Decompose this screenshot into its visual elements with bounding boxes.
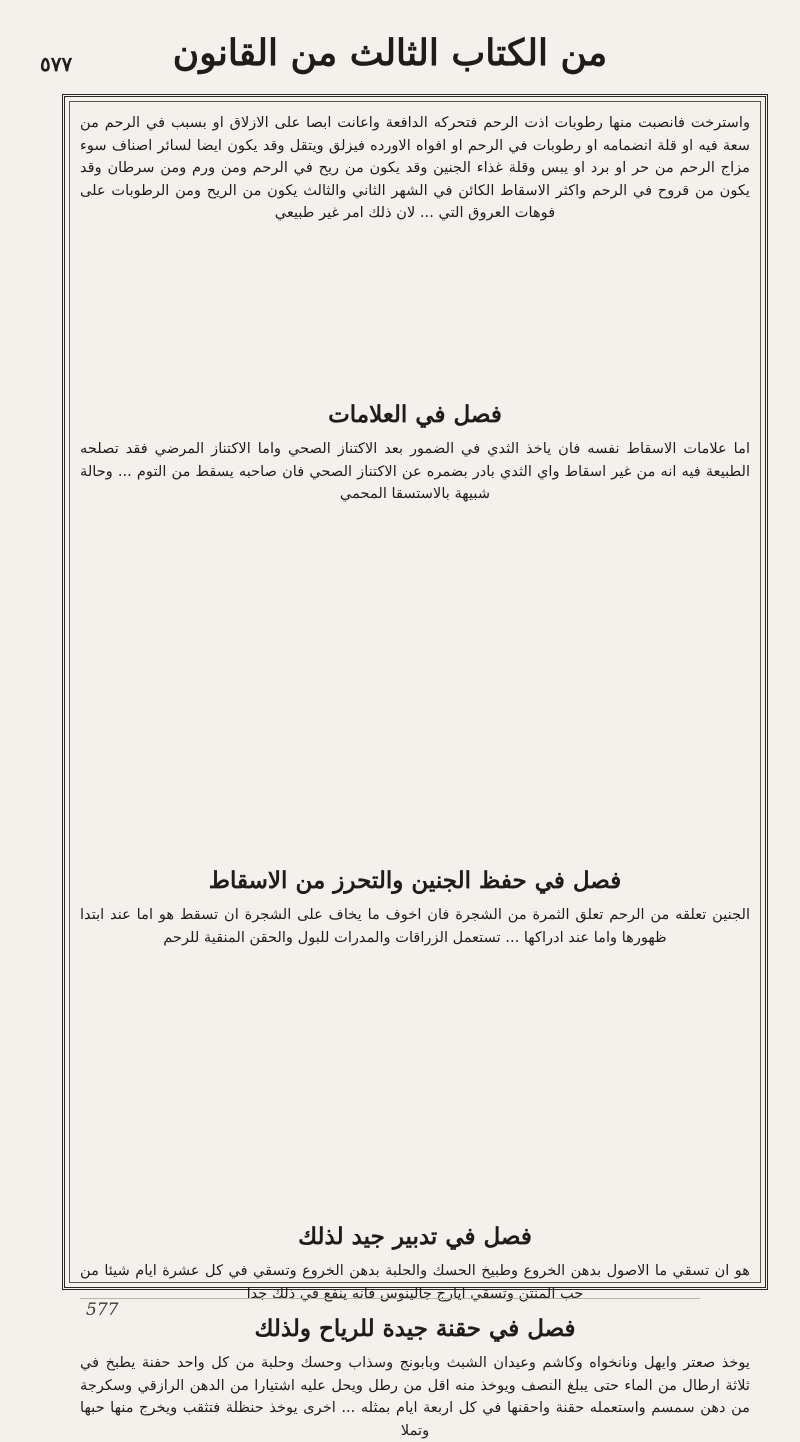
page-header [0, 0, 800, 92]
paragraph-enema: يوخذ صعتر وايهل ونانخواه وكاشم وعيدان الشبث وبابونج وسذاب وحسك وحلبة من كل واحد حفنة يطبخ في ثلاثة ارطال من الماء حتى يبلغ النصف ويوخذ منه اقل من رطل ويحل عليه اشتيارا من الدهن الرازقي وسكرجة من دهن سمسم واستعمله حقنة واحقنها في كل اربعة ايام بمثله ... اخرى يوخذ حنظلة فتثقب ويخرج منها حبها وتملا [80, 1354, 750, 1439]
paragraph-good-regimen: هو ان تسقي ما الاصول بدهن الخروع وطبيخ الحسك والحلبة بدهن الخروع وتسقي في كل عشرة ايام شيئا من حب المنتن وتسقي ايارج جالينوس فانه ينفع في ذلك جدا [80, 1262, 750, 1302]
heading-signs: فصل في العلامات [328, 401, 502, 428]
paragraph-causes: واسترخت فانصبت منها رطوبات اذت الرحم فتحركه الدافعة واعانت ابصا على الازلاق او بسبب في الرحم من سعة فيه او قلة انضمامه او رطوبات في الرحم او افواه الاورده فيزلق ويتقل وقد يكون ايضا لسائر اصناف سوء مزاج الرحم من حر او برد او يبس وقلة غذاء الجنين وقد يكون من ريح في الرحم ومن ورم ومن سرطان وقد يكون من قروح في الرحم واكثر الاسقاط الكائن في الشهر الثاني والثالث يكون من الريح ومن الرطوبات على فوهات العروق التي ... لان ذلك امر غير طبيعي [80, 114, 750, 222]
footer-rule [80, 1298, 700, 1299]
heading-good-regimen: فصل في تدبير جيد لذلك [298, 1223, 532, 1250]
page-number-arabic: ٥٧٧ [40, 52, 73, 76]
heading-enema: فصل في حقنة جيدة للرياح ولذلك [254, 1315, 576, 1342]
paragraph-preservation: الجنين تعلقه من الرحم تعلق الثمرة من الشجرة فان اخوف ما يخاف على الشجرة ان تسقط هو اما عند ابتدا ظهورها واما عند ادراكها ... تستعمل الزراقات والمدرات للبول والحقن المنقية للرحم [80, 906, 750, 946]
heading-preservation: فصل في حفظ الجنين والتحرز من الاسقاط [208, 867, 622, 894]
paragraph-signs: اما علامات الاسقاط نفسه فان ياخذ الثدي في الضمور بعد الاكتناز الصحي واما الاكتناز المرضي فقد تصلحه الطبيعة فيه انه من غير اسقاط واي الثدي بادر بضمره عن الاكتناز الصحي فان صاحبه يسقط من التوم ... وحالة شبيهة بالاستسقا المحمي [80, 440, 750, 503]
page-number-latin: 577 [86, 1300, 119, 1320]
running-title: من الكتاب الثالث من القانون [172, 32, 608, 74]
